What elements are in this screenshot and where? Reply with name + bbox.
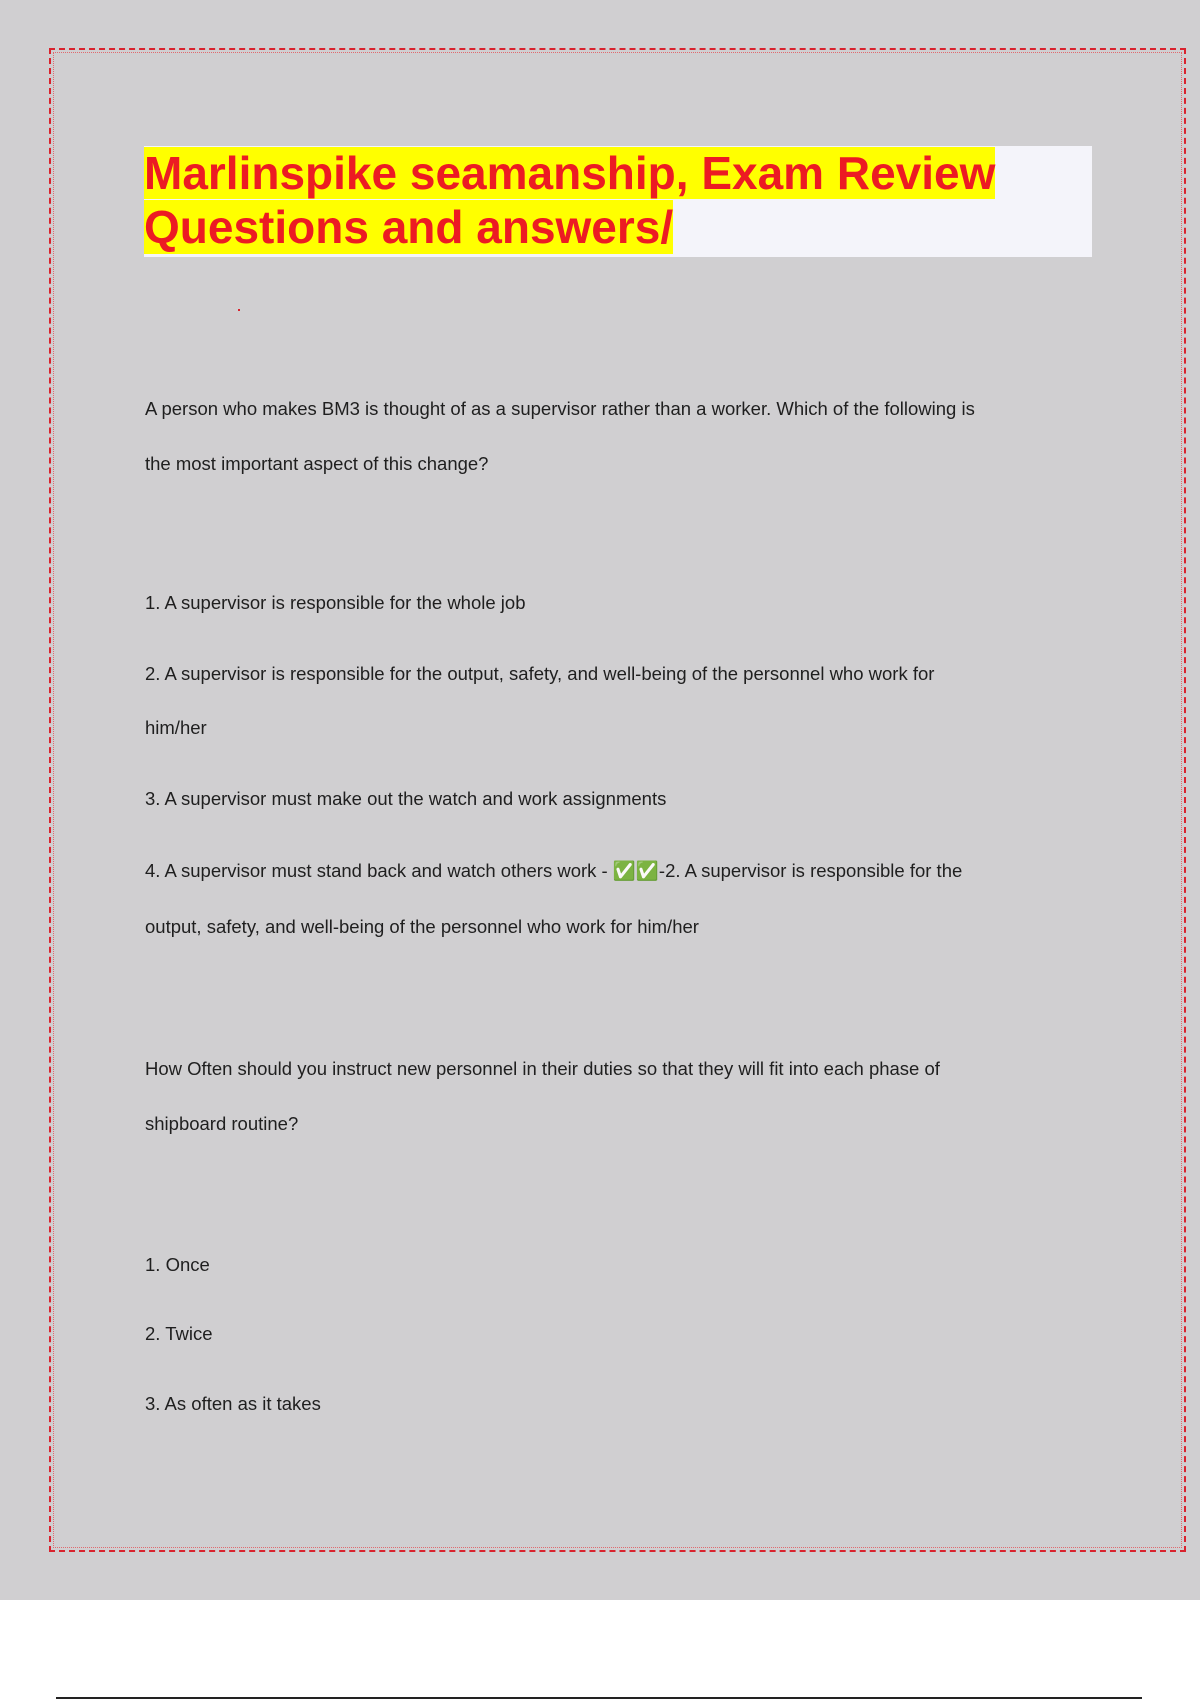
question-1-option-3: 3. A supervisor must make out the watch and work assignments: [145, 788, 667, 809]
title-line-2: Questions and answers/: [144, 201, 674, 253]
question-1-option-2: 2. A supervisor is responsible for the output, safety, and well-being of the personnel who work for: [145, 663, 935, 684]
question-2-line-1: How Often should you instruct new personnel in their duties so that they will fit into each phase of: [145, 1058, 940, 1079]
next-page-strip: [0, 1600, 1200, 1700]
question-1-answer-cont: output, safety, and well-being of the personnel who work for him/her: [145, 916, 699, 937]
title-line-1: Marlinspike seamanship, Exam Review: [144, 147, 996, 199]
question-2-option-1: 1. Once: [145, 1254, 210, 1275]
stray-dot: [238, 309, 240, 311]
question-2-option-2: 2. Twice: [145, 1323, 213, 1344]
page-footer-line: [56, 1697, 1142, 1699]
question-1-option-1: 1. A supervisor is responsible for the whole job: [145, 592, 526, 613]
document-title: [144, 146, 995, 254]
question-2-line-2: shipboard routine?: [145, 1113, 299, 1134]
question-1-option-2-cont: him/her: [145, 717, 207, 738]
question-1-option-4-answer: 4. A supervisor must stand back and watch others work - ✅✅-2. A supervisor is responsible for the: [145, 860, 963, 881]
question-1-line-2: the most important aspect of this change?: [145, 453, 489, 474]
question-2-option-3: 3. As often as it takes: [145, 1393, 321, 1414]
question-1-line-1: A person who makes BM3 is thought of as a supervisor rather than a worker. Which of the following is: [145, 398, 975, 419]
